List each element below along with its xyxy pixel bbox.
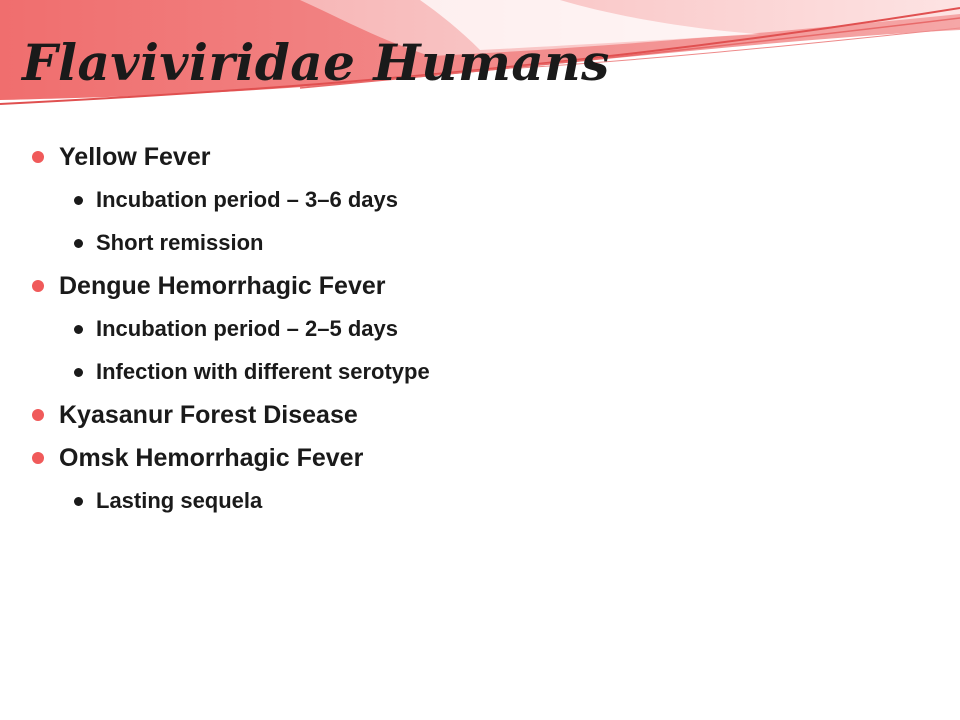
bullet-text: Lasting sequela [96, 488, 263, 513]
bullet-text: Dengue Hemorrhagic Fever [59, 272, 386, 300]
bullet-item-level2 [32, 353, 912, 396]
bullet-dot-icon [74, 325, 83, 334]
bullet-text: Infection with different serotype [96, 359, 430, 384]
bullet-dot-icon [32, 409, 44, 421]
bullet-list [32, 138, 912, 525]
bullet-item-level2 [32, 482, 912, 525]
bullet-item-level1 [32, 439, 912, 482]
bullet-item-level1 [32, 267, 912, 310]
bullet-text: Incubation period – 3–6 days [96, 187, 398, 212]
bullet-text: Kyasanur Forest Disease [59, 401, 358, 429]
bullet-item-level1 [32, 138, 912, 181]
bullet-dot-icon [32, 452, 44, 464]
bullet-item-level2 [32, 181, 912, 224]
bullet-text: Omsk Hemorrhagic Fever [59, 444, 364, 472]
bullet-dot-icon [74, 497, 83, 506]
bullet-item-level1 [32, 396, 912, 439]
bullet-text: Incubation period – 2–5 days [96, 316, 398, 341]
bullet-dot-icon [32, 151, 44, 163]
bullet-dot-icon [74, 196, 83, 205]
bullet-text: Yellow Fever [59, 143, 211, 171]
bullet-item-level2 [32, 310, 912, 353]
slide-title: Flaviviridae Humans [22, 33, 610, 92]
bullet-text: Short remission [96, 230, 264, 255]
bullet-dot-icon [74, 368, 83, 377]
bullet-dot-icon [74, 239, 83, 248]
bullet-dot-icon [32, 280, 44, 292]
bullet-item-level2 [32, 224, 912, 267]
